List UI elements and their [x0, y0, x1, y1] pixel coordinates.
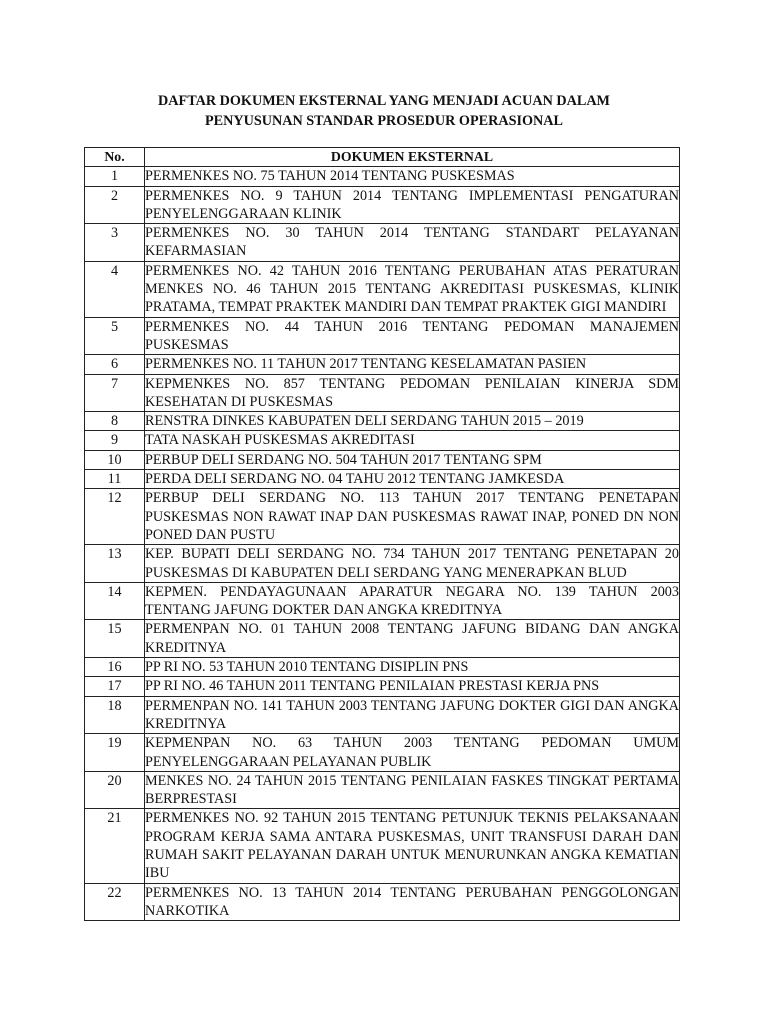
row-number: 6 [85, 355, 145, 374]
document-title-cell: KEPMEN. PENDAYAGUNAAN APARATUR NEGARA NO. 139 TAHUN 2003 TENTANG JAFUNG DOKTER DAN ANGKA KREDITNYA [145, 583, 679, 619]
document-title-cell: PP RI NO. 53 TAHUN 2010 TENTANG DISIPLIN PNS [145, 658, 680, 677]
row-number: 5 [85, 317, 145, 355]
document-title-cell: MENKES NO. 24 TAHUN 2015 TENTANG PENILAIAN FASKES TINGKAT PERTAMA BERPRESTASI [145, 772, 679, 808]
row-number: 12 [85, 489, 145, 545]
header-no: No. [85, 148, 145, 167]
row-number: 17 [85, 677, 145, 696]
row-number: 14 [85, 582, 145, 620]
row-number: 3 [85, 224, 145, 262]
external-documents-table [84, 147, 680, 921]
table-row [85, 450, 680, 469]
document-title-cell: PERMENKES NO. 44 TAHUN 2016 TENTANG PEDOMAN MANAJEMEN PUSKESMAS [145, 318, 679, 353]
row-number: 18 [85, 696, 145, 734]
row-number: 7 [85, 374, 145, 412]
table-row [85, 167, 680, 186]
row-number: 19 [85, 734, 145, 772]
document-title [0, 92, 768, 131]
row-number: 1 [85, 167, 145, 186]
table-row [85, 677, 680, 696]
document-title-cell: PERBUP DELI SERDANG NO. 113 TAHUN 2017 TENTANG PENETAPAN PUSKESMAS NON RAWAT INAP DAN PUSKESMAS RAWAT INAP, PONED DN NON PONED DAN PUSTU [145, 490, 679, 543]
table-row [85, 545, 680, 583]
document-title-cell: PERMENKES NO. 92 TAHUN 2015 TENTANG PETUNJUK TEKNIS PELAKSANAAN PROGRAM KERJA SAMA ANTARA PUSKESMAS, UNIT TRANSFUSI DARAH DAN RUMAH SAKIT PELAYANAN DARAH UNTUK MENURUNKAN ANGKA KEMATIAN IBU [145, 810, 679, 882]
document-title-cell: PERMENKES NO. 11 TAHUN 2017 TENTANG KESELAMATAN PASIEN [145, 355, 680, 374]
row-number: 2 [85, 186, 145, 224]
title-line-2: PENYUSUNAN STANDAR PROSEDUR OPERASIONAL [204, 112, 563, 129]
row-number: 15 [85, 620, 145, 658]
table-row [85, 734, 680, 772]
table-row [85, 412, 680, 431]
document-title-cell: PP RI NO. 46 TAHUN 2011 TENTANG PENILAIAN PRESTASI KERJA PNS [145, 677, 680, 696]
document-title-cell: PERDA DELI SERDANG NO. 04 TAHU 2012 TENTANG JAMKESDA [145, 470, 680, 489]
table-row [85, 186, 680, 224]
table-row [85, 261, 680, 317]
row-number: 20 [85, 771, 145, 809]
table-row [85, 374, 680, 412]
table-row [85, 355, 680, 374]
document-title-cell: PERMENKES NO. 75 TAHUN 2014 TENTANG PUSKESMAS [145, 167, 680, 186]
document-title-cell: RENSTRA DINKES KABUPATEN DELI SERDANG TAHUN 2015 – 2019 [145, 412, 680, 431]
table-row [85, 658, 680, 677]
table-row [85, 771, 680, 809]
row-number: 13 [85, 545, 145, 583]
document-title-cell: KEPMENKES NO. 857 TENTANG PEDOMAN PENILAIAN KINERJA SDM KESEHATAN DI PUSKESMAS [145, 375, 679, 410]
row-number: 11 [85, 470, 145, 489]
document-title-cell: PERMENKES NO. 42 TAHUN 2016 TENTANG PERUBAHAN ATAS PERATURAN MENKES NO. 46 TAHUN 2015 TENTANG AKREDITASI PUSKESMAS, KLINIK PRATAMA, TEMPAT PRAKTEK MANDIRI DAN TEMPAT PRAKTEK GIGI MANDIRI [145, 262, 679, 316]
table-row [85, 224, 680, 262]
document-title-cell: PERMENKES NO. 30 TAHUN 2014 TENTANG STANDART PELAYANAN KEFARMASIAN [145, 225, 679, 260]
document-title-cell: KEP. BUPATI DELI SERDANG NO. 734 TAHUN 2017 TENTANG PENETAPAN 20 PUSKESMAS DI KABUPATEN DELI SERDANG YANG MENERAPKAN BLUD [145, 546, 679, 581]
table-row [85, 696, 680, 734]
row-number: 16 [85, 658, 145, 677]
header-document: DOKUMEN EKSTERNAL [145, 148, 680, 167]
row-number: 22 [85, 883, 145, 921]
row-number: 4 [85, 261, 145, 317]
title-line-1: DAFTAR DOKUMEN EKSTERNAL YANG MENJADI ACUAN DALAM [158, 93, 610, 109]
row-number: 10 [85, 450, 145, 469]
document-title-cell: PERMENKES NO. 13 TAHUN 2014 TENTANG PERUBAHAN PENGGOLONGAN NARKOTIKA [145, 884, 679, 919]
document-title-cell: KEPMENPAN NO. 63 TAHUN 2003 TENTANG PEDOMAN UMUM PENYELENGGARAAN PELAYANAN PUBLIK [145, 735, 679, 770]
table-row [85, 809, 680, 883]
table-row [85, 489, 680, 545]
table-row [85, 582, 680, 620]
table-body [85, 167, 680, 921]
document-title-cell: PERMENPAN NO. 141 TAHUN 2003 TENTANG JAFUNG DOKTER GIGI DAN ANGKA KREDITNYA [145, 697, 679, 732]
document-title-cell: PERMENPAN NO. 01 TAHUN 2008 TENTANG JAFUNG BIDANG DAN ANGKA KREDITNYA [145, 621, 679, 656]
document-title-cell: PERBUP DELI SERDANG NO. 504 TAHUN 2017 TENTANG SPM [145, 450, 680, 469]
document-title-cell: TATA NASKAH PUSKESMAS AKREDITASI [145, 431, 680, 450]
row-number: 9 [85, 431, 145, 450]
table-row [85, 470, 680, 489]
table-row [85, 883, 680, 921]
table-header-row [85, 148, 680, 167]
row-number: 8 [85, 412, 145, 431]
row-number: 21 [85, 809, 145, 883]
table-row [85, 431, 680, 450]
table-row [85, 620, 680, 658]
document-title-cell: PERMENKES NO. 9 TAHUN 2014 TENTANG IMPLEMENTASI PENGATURAN PENYELENGGARAAN KLINIK [145, 187, 679, 222]
table-row [85, 317, 680, 355]
